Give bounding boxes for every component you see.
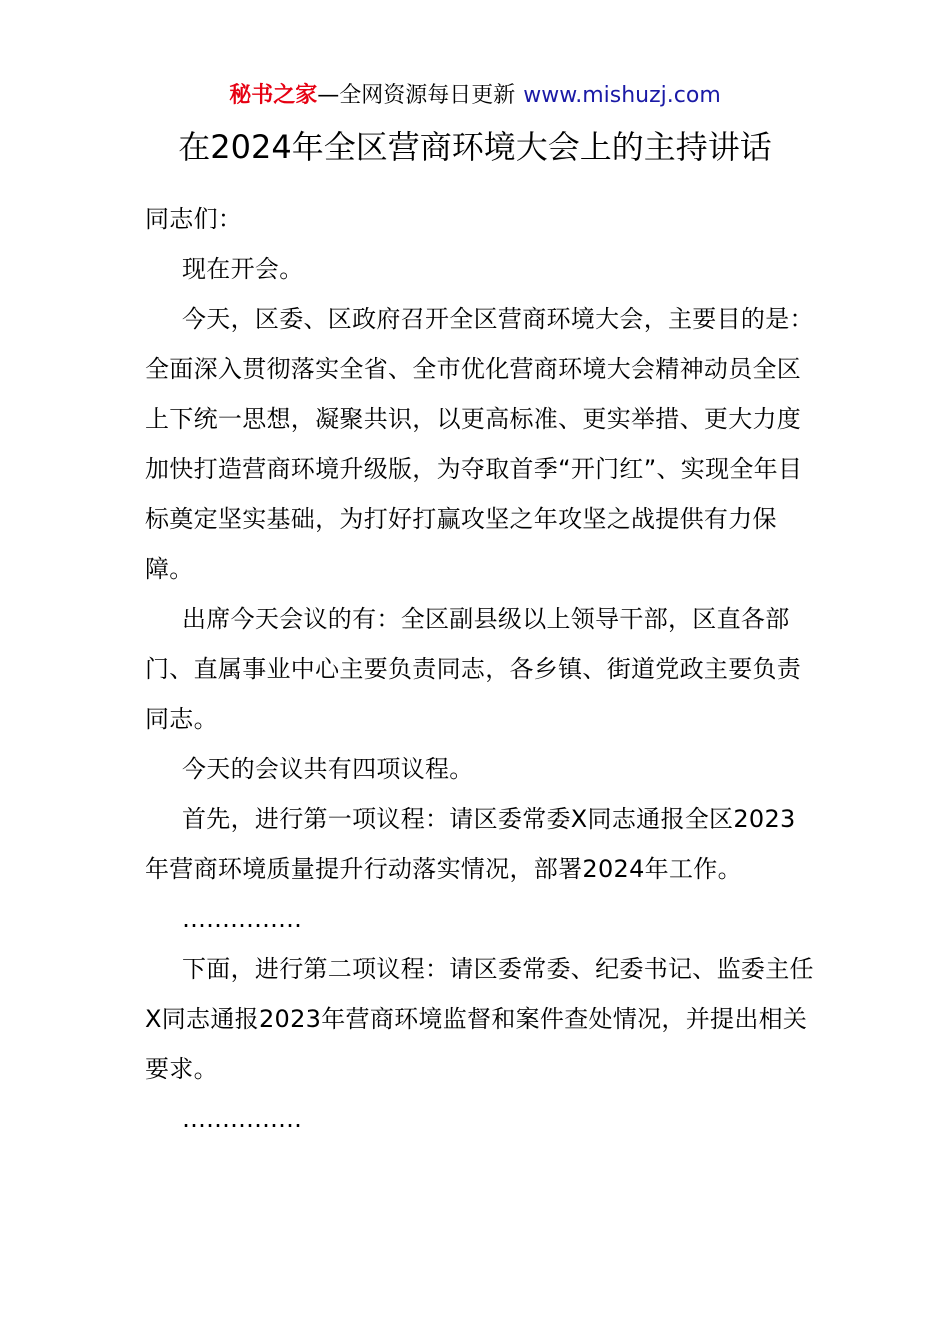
site-url[interactable]: www.mishuzj.com (523, 83, 721, 108)
document-body (145, 194, 815, 1144)
paragraph-agenda-item-2: 下面，进行第二项议程：请区委常委、纪委书记、监委主任X同志通报2023年营商环境监督和案件查处情况，并提出相关要求。 (145, 955, 814, 1083)
paragraph-opening: 现在开会。 (182, 255, 304, 283)
paragraph-attendees: 出席今天会议的有：全区副县级以上领导干部，区直各部门、直属事业中心主要负责同志，各乡镇、街道党政主要负责同志。 (145, 605, 802, 733)
brand-name: 秘书之家 (229, 83, 318, 108)
site-header (0, 80, 950, 112)
paragraph-purpose: 今天，区委、区政府召开全区营商环境大会，主要目的是：全面深入贯彻落实全省、全市优化营商环境大会精神动员全区上下统一思想，凝聚共识，以更高标准、更实举措、更大力度加快打造营商环境升级版，为夺取首季“开门红”、实现全年目标奠定坚实基础，为打好打赢攻坚之年攻坚之战提供有力保障。 (145, 305, 814, 583)
paragraph-agenda-item-1: 首先，进行第一项议程：请区委常委X同志通报全区2023年营商环境质量提升行动落实情况，部署2024年工作。 (145, 805, 796, 883)
ellipsis-separator: …………… (182, 1105, 302, 1133)
salutation: 同志们： (145, 205, 243, 233)
document-title: 在2024年全区营商环境大会上的主持讲话 (178, 128, 772, 166)
ellipsis-separator: …………… (182, 905, 302, 933)
paragraph-agenda: 今天的会议共有四项议程。 (182, 755, 474, 783)
header-tagline: —全网资源每日更新 (317, 83, 516, 108)
